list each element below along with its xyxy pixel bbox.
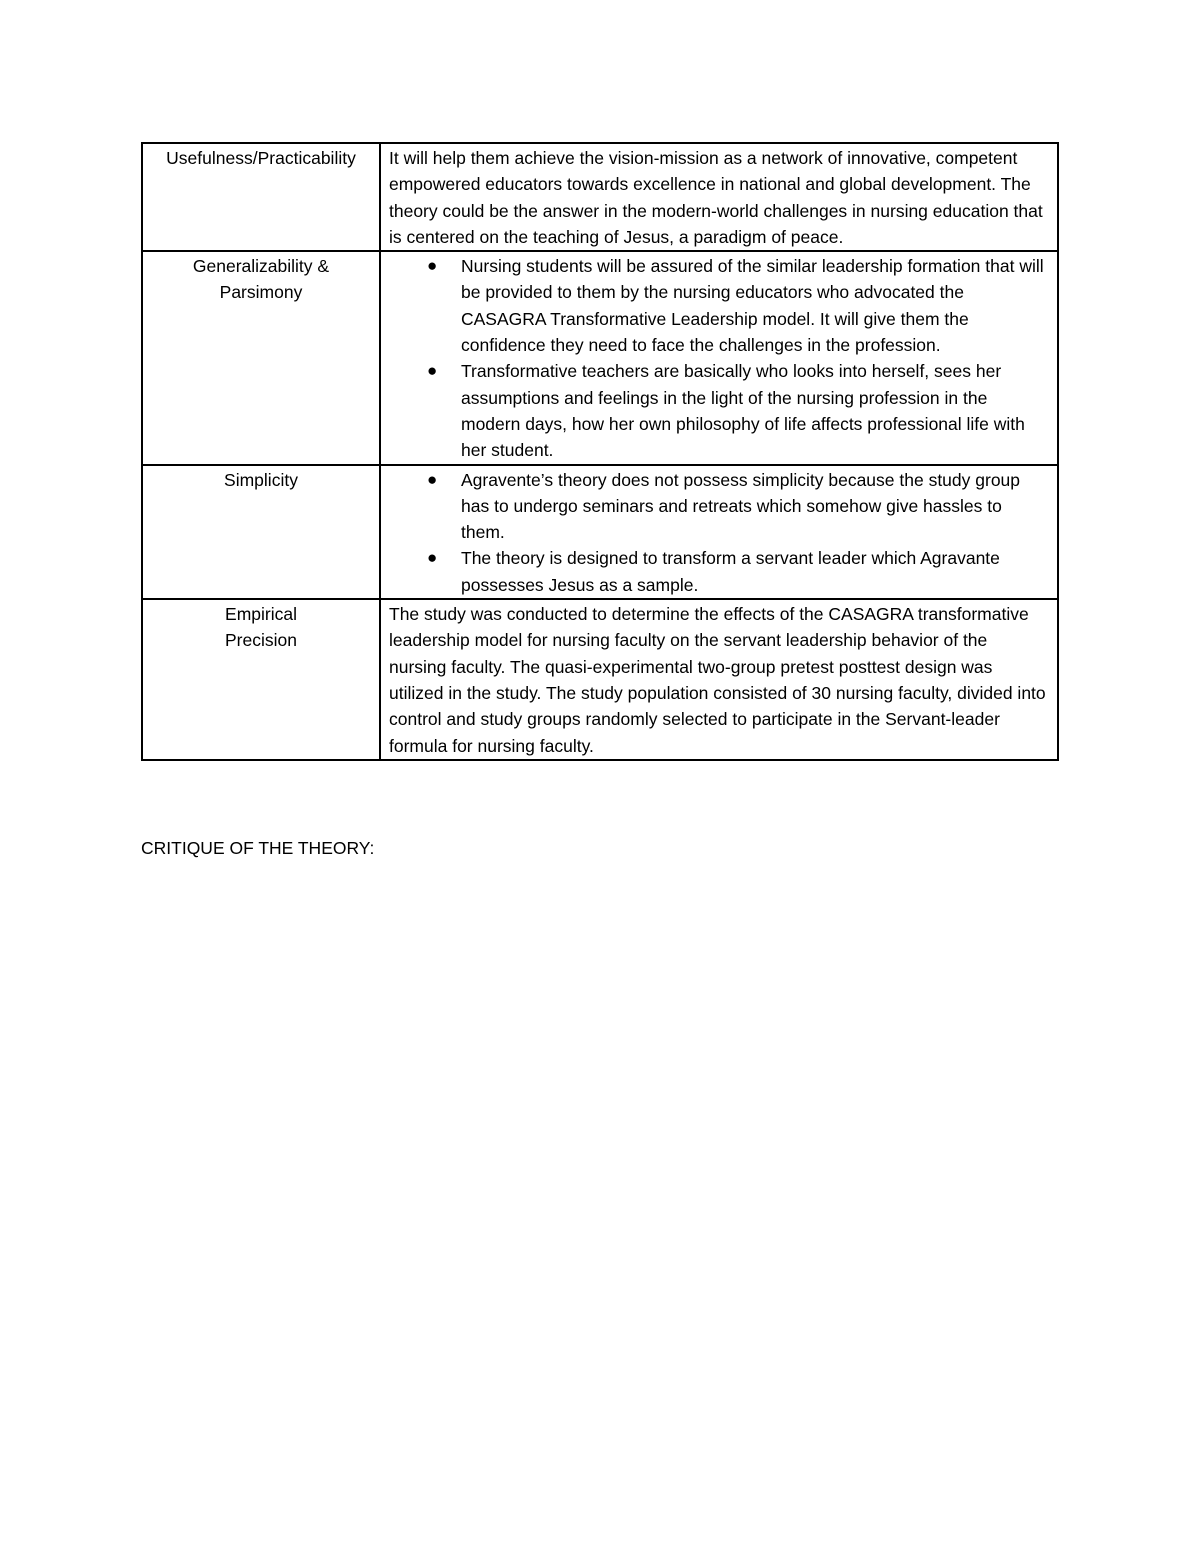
criterion-label-line: Generalizability &: [192, 256, 330, 277]
criterion-description: [380, 143, 1058, 251]
criterion-label-line: Parsimony: [219, 282, 303, 303]
table-row: [142, 143, 1058, 251]
criterion-label: [142, 599, 380, 760]
list-item-text: Agravente’s theory does not possess simplicity because the study group has to undergo seminars and retreats which somehow give hassles to them.: [461, 469, 1021, 543]
criterion-description: [380, 599, 1058, 760]
critique-heading: CRITIQUE OF THE THEORY:: [141, 838, 375, 858]
description-paragraph: It will help them achieve the vision-mission as a network of innovative, competent empowered educators towards excellence in national and global development. The theory could be the answer in the modern-world challenges in nursing education that is centered on the teaching of Jesus, a paradigm of peace.: [389, 148, 1043, 247]
table-row: [142, 465, 1058, 599]
theory-evaluation-table: [141, 142, 1059, 761]
bullet-icon: ●: [427, 548, 438, 568]
bullet-list: [389, 253, 1049, 463]
list-item-text: Transformative teachers are basically who looks into herself, sees her assumptions and feelings in the light of the nursing profession in the modern days, how her own philosophy of life affects professional life with her student.: [461, 361, 1025, 461]
bullet-list: [389, 467, 1049, 598]
list-item: [389, 253, 1049, 358]
criterion-label: [142, 465, 380, 599]
table-row: [142, 251, 1058, 464]
bullet-icon: ●: [427, 256, 438, 276]
description-paragraph: The study was conducted to determine the effects of the CASAGRA transformative leadership model for nursing faculty on the servant leadership behavior of the nursing faculty. The quasi-experimental two-group pretest posttest design was utilized in the study. The study population consisted of 30 nursing faculty, divided into control and study groups randomly selected to participate in the Servant-leader formula for nursing faculty.: [389, 604, 1046, 756]
list-item-text: Nursing students will be assured of the similar leadership formation that will be provided to them by the nursing educators who advocated the CASAGRA Transformative Leadership model. It will give them the confidence they need to face the challenges in the profession.: [461, 256, 1044, 356]
criterion-description: [380, 251, 1058, 464]
bullet-icon: ●: [427, 469, 438, 489]
criterion-description: [380, 465, 1058, 599]
list-item: [389, 545, 1049, 598]
criterion-label: [142, 143, 380, 251]
criterion-label-text: Simplicity: [224, 469, 298, 490]
criterion-label-line: Precision: [225, 630, 297, 651]
table-row: [142, 599, 1058, 760]
list-item-text: The theory is designed to transform a servant leader which Agravante possesses Jesus as a sample.: [461, 548, 1000, 595]
bullet-icon: ●: [427, 361, 438, 381]
list-item: [389, 467, 1049, 546]
list-item: [389, 358, 1049, 463]
criterion-label-line: Empirical: [225, 604, 297, 625]
criterion-label-text: Usefulness/Practicability: [166, 148, 356, 168]
criterion-label: [142, 251, 380, 464]
